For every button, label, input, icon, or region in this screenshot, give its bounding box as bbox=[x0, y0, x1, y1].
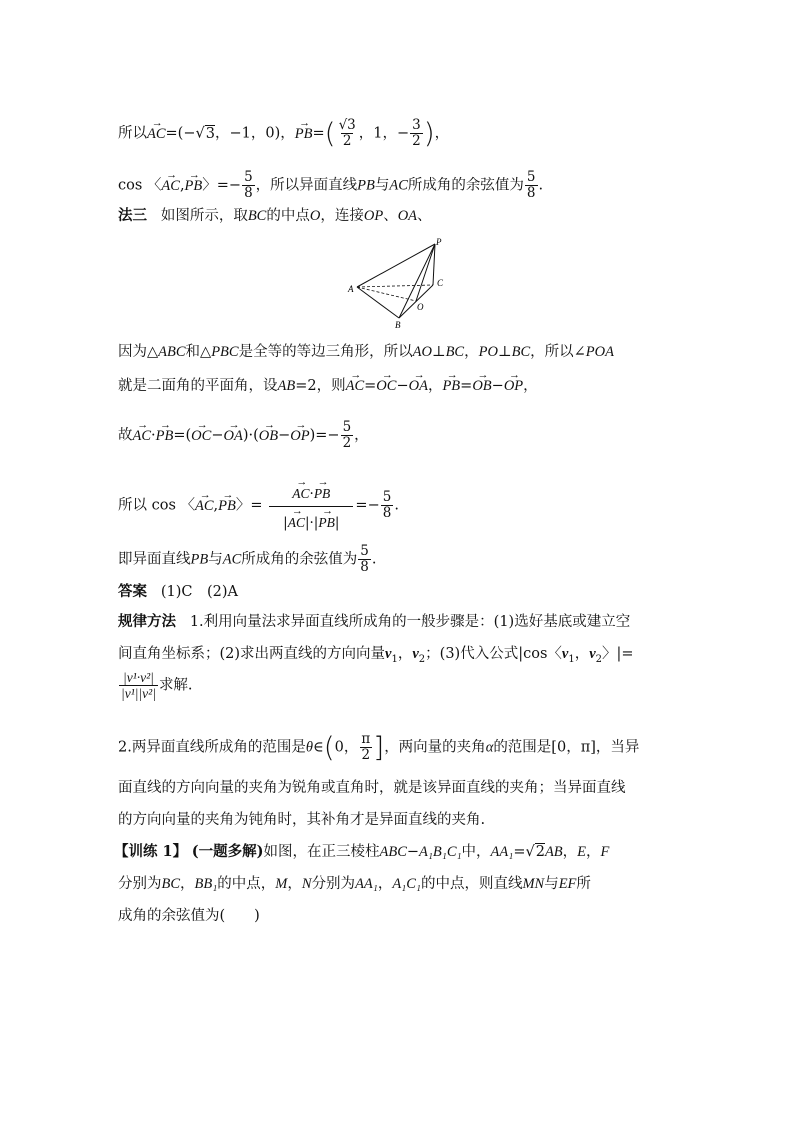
answer-label: 答案 bbox=[118, 583, 147, 600]
rule-label: 规律方法 bbox=[118, 613, 176, 630]
vector-pb: → PB bbox=[295, 124, 313, 144]
line-dot-product: 故→ AC·→ PB=(→ OC−→ OA)·(→ OB−→ OP)=− $\frac{5}{2}$ ， bbox=[118, 420, 369, 451]
label-c: C bbox=[437, 278, 444, 288]
fraction-5-8: $\frac{5}{8}$ bbox=[526, 169, 536, 201]
training-line-3: 成角的余弦值为( ) bbox=[118, 908, 260, 924]
vector-ac: → AC bbox=[147, 124, 166, 144]
pyramid-figure bbox=[340, 236, 460, 332]
line-dihedral-angle: 就是二面角的平面角，设AB=2，则→ AC=→ OC−→ OA，→ PB=→ OB−→ OP， bbox=[118, 376, 538, 396]
training-line-2: 分别为BC，BB₁的中点，M，N分别为AA₁，A₁C₁的中点，则直线MN与EF所 bbox=[118, 876, 591, 892]
rule-line-2: 间直角坐标系；(2)求出两直线的方向向量$v_1$，$v_2$；(3)代入公式|cos〈$v_1$，$v_2$〉|= bbox=[118, 646, 634, 665]
answer-line: 答案 (1)C (2)A bbox=[118, 583, 238, 600]
range-line-3: 的方向向量的夹角为钝角时，其补角才是异面直线的夹角. bbox=[118, 812, 486, 828]
vector-ac: → AC bbox=[161, 176, 180, 196]
fraction-5-8: $\frac{5}{8}$ bbox=[382, 489, 392, 521]
vector-pb: → PB bbox=[185, 176, 203, 196]
fraction-cos-formula: → $\frac{AC\cdot\to PB}{|\to AC|\cdot|\to PB|}$ bbox=[269, 480, 353, 531]
range-line-1: 2.两异面直线所成角的范围是θ∈(0， $\frac{\pi}{2}$ ]，两向量的夹角α的范围是[0，π]，当异 bbox=[118, 730, 640, 764]
label-a: A bbox=[348, 284, 354, 294]
edge-bc bbox=[399, 285, 433, 318]
method-label: 法三 bbox=[118, 207, 147, 224]
fraction-formula: $\frac{\text{|v¹·v²|}}{\text{|v¹||v²|}}$ bbox=[121, 670, 156, 701]
line-cos-result: cos 〈→ AC,→ PB〉=− $\frac{5}{8}$ ，所以异面直线PB与AC所成角的余弦值为 $\frac{5}{8}$ . bbox=[118, 170, 543, 201]
fraction-3-2: $\frac{3}{2}$ bbox=[412, 117, 421, 149]
rule-line-3: $\frac{\text{|v¹·v²|}}{\text{|v¹||v²|}}$ 求解. bbox=[121, 670, 193, 701]
fraction-5-2: $\frac{5}{2}$ bbox=[342, 419, 352, 451]
label-b: B bbox=[395, 320, 401, 330]
fraction-pi-2: $\frac{\pi}{2}$ bbox=[361, 731, 371, 763]
range-line-2: 面直线的方向向量的夹角为锐角或直角时，就是该异面直线的夹角；当异面直线 bbox=[118, 780, 626, 796]
line-method-three: 法三 如图所示，取BC的中点O，连接OP、OA、 bbox=[118, 207, 432, 224]
line-equilateral-triangles: 因为△ABC和△PBC是全等的等边三角形，所以AO⊥BC，PO⊥BC，所以∠POA bbox=[118, 344, 614, 360]
training-label: 【训练 1】 bbox=[114, 843, 188, 860]
rule-line-1: 规律方法 1.利用向量法求异面直线所成角的一般步骤是：(1)选好基底或建立空 bbox=[118, 613, 631, 630]
fraction-5-8: $\frac{5}{8}$ bbox=[360, 543, 369, 575]
label-o: O bbox=[417, 302, 424, 312]
line-conclusion: 即异面直线PB与AC所成角的余弦值为 $\frac{5}{8}$ . bbox=[118, 543, 377, 575]
label-p: P bbox=[436, 237, 442, 247]
line-cos-formula: 所以 cos 〈→ AC,→ PB〉= → $\frac{AC\cdot\to PB}{|\to AC|\cdot|\to PB|}$ =− $\frac{5}{8}$ . bbox=[118, 480, 399, 531]
line-vectors-ac-pb: 所以→ AC=(−√3，−1，0)，→ PB=( $\frac{√3}{2}$ ，1，− $\frac{3}{2}$ )， bbox=[118, 118, 449, 149]
training-line-1: 【训练 1】 (一题多解)如图，在正三棱柱ABC−A₁B₁C₁中，AA₁=√2AB，E，F bbox=[114, 843, 610, 860]
fraction-5-8: $\frac{5}{8}$ bbox=[244, 169, 253, 201]
fraction-sqrt3-2: $\frac{√3}{2}$ bbox=[338, 117, 356, 149]
